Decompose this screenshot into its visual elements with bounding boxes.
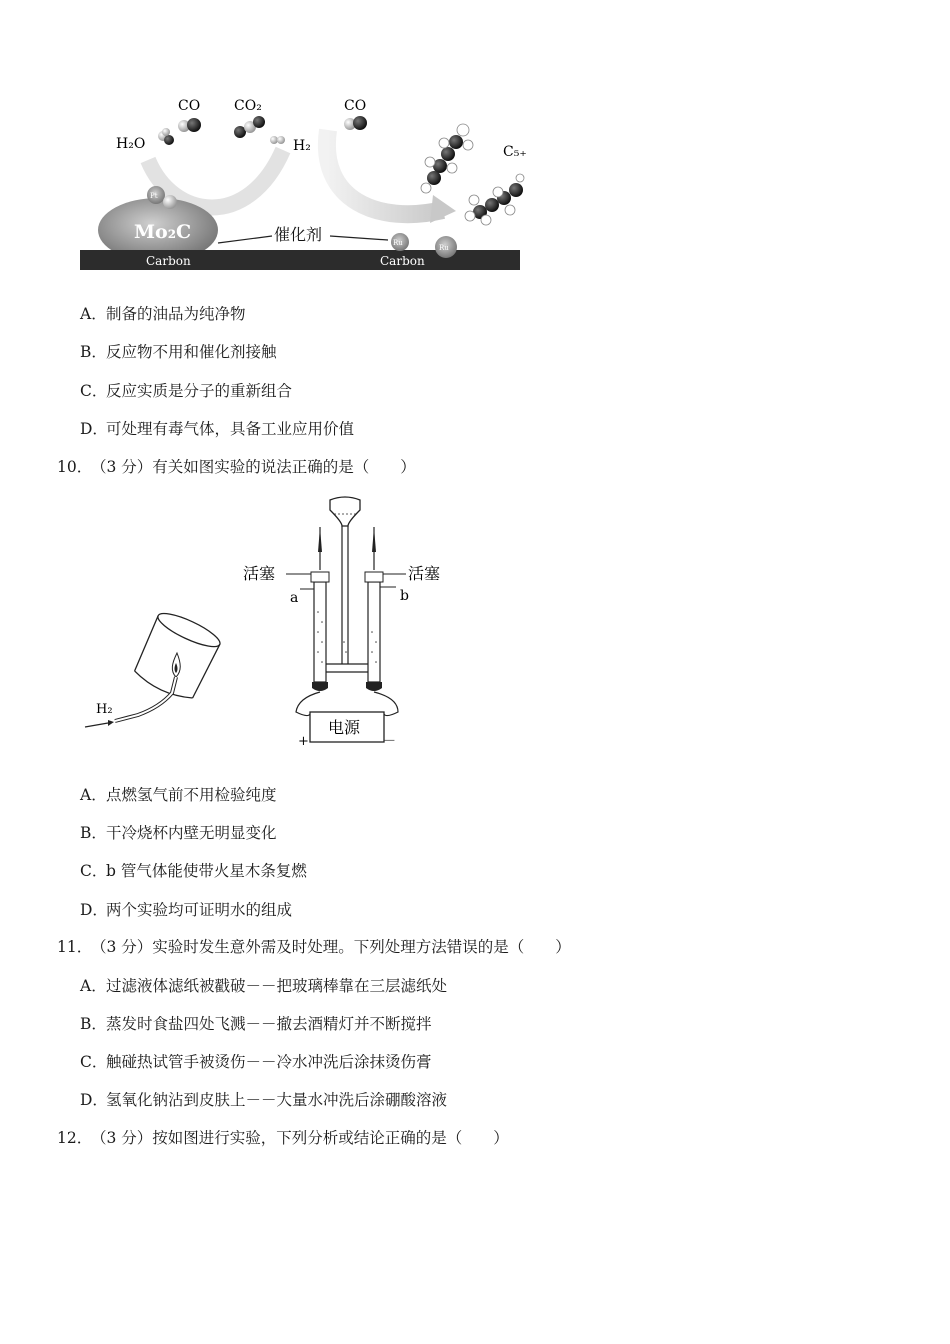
reaction-arrow-right xyxy=(327,130,443,214)
co-label-2: CO xyxy=(344,98,367,114)
stopcock-right-label: 活塞 xyxy=(408,564,441,583)
q11-option-a: A．过滤液体滤纸被戳破－－把玻璃棒靠在三层滤纸处 xyxy=(80,977,448,995)
q11-stem: 11．（3 分）实验时发生意外需及时处理。下列处理方法错误的是（ ） xyxy=(57,938,571,956)
h2o-label: H₂O xyxy=(116,136,146,152)
minus-terminal: － xyxy=(383,734,397,749)
tube-a-label: a xyxy=(290,590,299,606)
svg-text:Ru: Ru xyxy=(393,239,403,247)
hydrocarbon-chain-short xyxy=(421,124,473,193)
h2-inlet-label: H₂ xyxy=(96,702,113,717)
svg-text:Ru: Ru xyxy=(439,244,449,252)
q12-stem: 12．（3 分）按如图进行实验，下列分析或结论正确的是（ ） xyxy=(57,1129,509,1147)
q10-option-d: D．两个实验均可证明水的组成 xyxy=(80,901,293,919)
q10-stem: 10．（3 分）有关如图实验的说法正确的是（ ） xyxy=(57,458,416,476)
q9-option-a: A．制备的油品为纯净物 xyxy=(80,305,246,323)
h2-label: H₂ xyxy=(293,138,311,154)
hydrogen-combustion-figure xyxy=(80,615,225,740)
tube-b-label: b xyxy=(400,588,409,604)
q10-option-c: C．b 管气体能使带火星木条复燃 xyxy=(80,862,307,880)
co-label-1: CO xyxy=(178,98,201,114)
catalyst-label: 催化剂 xyxy=(274,225,323,244)
c5plus-label: C₅₊ xyxy=(503,144,527,160)
co2-label: CO₂ xyxy=(234,98,262,114)
q11-option-d: D．氢氧化钠沾到皮肤上－－大量水冲洗后涂硼酸溶液 xyxy=(80,1091,448,1109)
q9-option-d: D．可处理有毒气体，具备工业应用价值 xyxy=(80,420,355,438)
stopcock-left-label: 活塞 xyxy=(243,564,276,583)
q9-option-b: B．反应物不用和催化剂接触 xyxy=(80,343,277,361)
tube-a xyxy=(314,582,326,682)
catalyst-diagram xyxy=(78,90,527,272)
carbon-label-left: Carbon xyxy=(146,254,191,268)
carbon-label-right: Carbon xyxy=(380,254,425,268)
q9-option-c: C．反应实质是分子的重新组合 xyxy=(80,382,293,400)
tube-b xyxy=(368,582,380,682)
power-label: 电源 xyxy=(328,718,361,737)
svg-text:Pt: Pt xyxy=(150,192,158,200)
plus-terminal: + xyxy=(298,734,309,749)
electrolysis-figure xyxy=(238,492,448,747)
leveling-funnel xyxy=(330,497,360,526)
q11-option-b: B．蒸发时食盐四处飞溅－－撤去酒精灯并不断搅拌 xyxy=(80,1015,432,1033)
q10-option-b: B．干冷烧杯内壁无明显变化 xyxy=(80,824,277,842)
mo2c-label: Mo₂C xyxy=(134,221,192,243)
q10-option-a: A．点燃氢气前不用检验纯度 xyxy=(80,786,277,804)
hydrocarbon-chain-long xyxy=(465,174,524,225)
q11-option-c: C．触碰热试管手被烫伤－－冷水冲洗后涂抹烫伤膏 xyxy=(80,1053,432,1071)
